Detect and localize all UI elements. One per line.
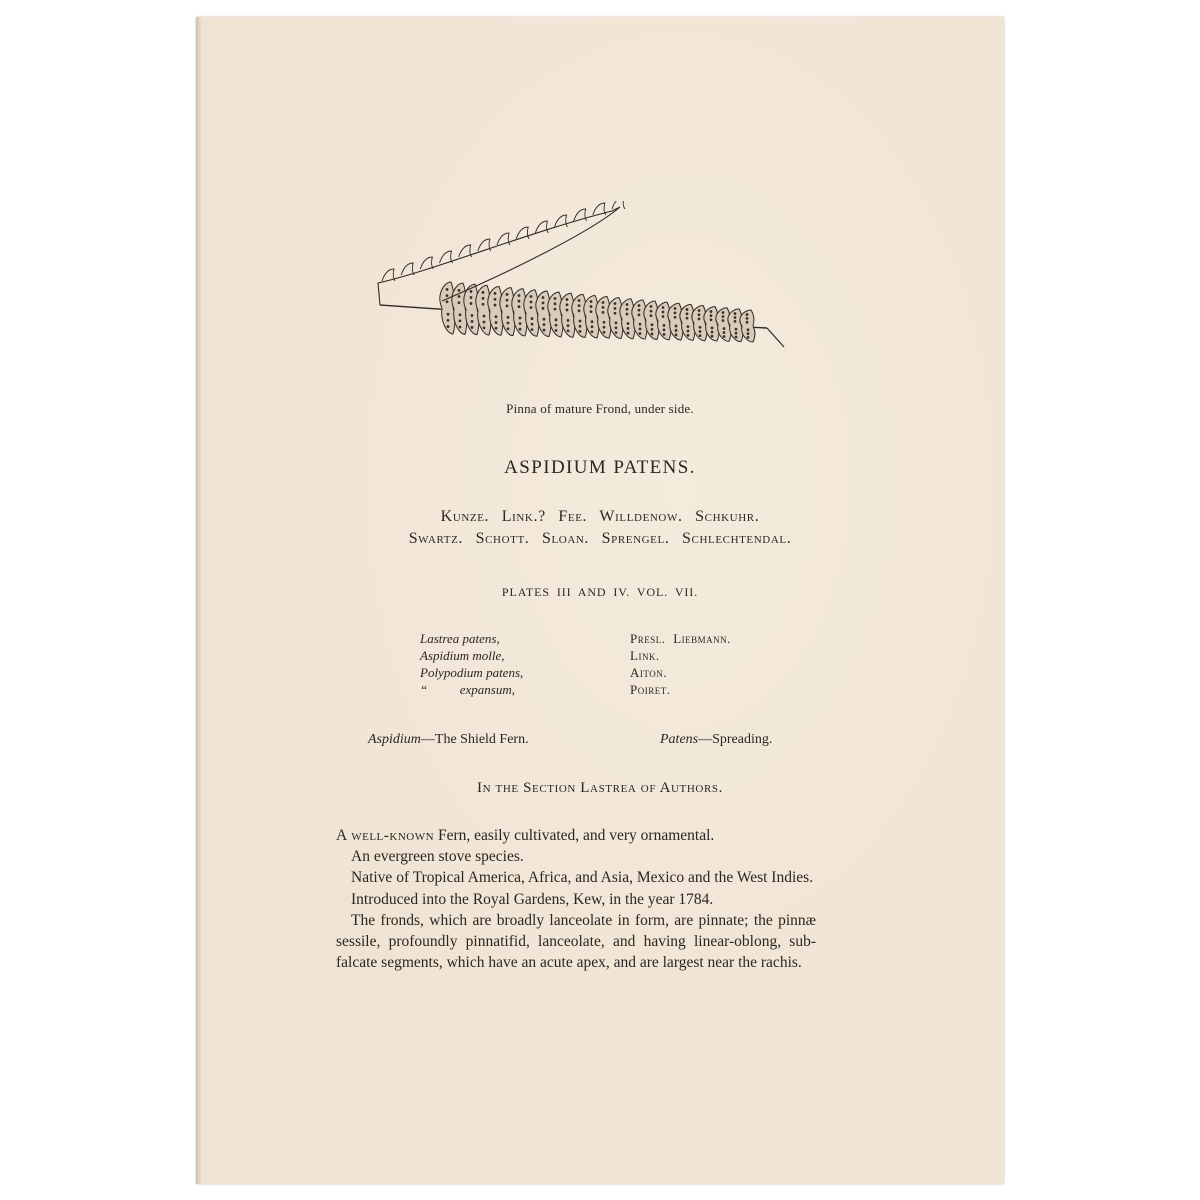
paragraph: Introduced into the Royal Gardens, Kew, in the year 1784. bbox=[351, 890, 714, 908]
section-heading: In the Section Lastrea of Authors. bbox=[477, 780, 723, 796]
paragraph: The fronds, which are broadly lanceolate in form, are pinnate; the pinnæ sessile, profoundly pinnatifid, lanceolate, and having linear-oblong, sub-falcate segments, which have an acute apex, and are largest near the rachis. bbox=[336, 911, 816, 972]
synonym-row bbox=[420, 682, 840, 699]
synonym-authority: Poiret. bbox=[630, 682, 671, 697]
synonym-authority: Link. bbox=[630, 648, 660, 663]
synonym-authority: Aiton. bbox=[630, 665, 667, 680]
genus-term: Aspidium bbox=[368, 732, 421, 747]
paragraph bbox=[336, 825, 816, 846]
page-title: ASPIDIUM PATENS. bbox=[504, 457, 696, 478]
species-meaning: —Spreading. bbox=[698, 732, 773, 747]
synonym-name: Aspidium molle, bbox=[420, 648, 505, 663]
synonym-name: Polypodium patens, bbox=[420, 665, 524, 680]
synonym-name: Lastrea patens, bbox=[420, 631, 500, 646]
book-page bbox=[196, 17, 1004, 1184]
species-etymology bbox=[660, 732, 772, 748]
paragraph: An evergreen stove species. bbox=[351, 848, 524, 866]
paragraph: Native of Tropical America, Africa, and Asia, Mexico and the West Indies. bbox=[351, 869, 814, 887]
synonym-name: “ expansum, bbox=[420, 682, 515, 697]
fern-pinna-illustration bbox=[372, 201, 792, 371]
paragraph-lead: A well-known bbox=[336, 827, 435, 844]
genus-etymology bbox=[368, 732, 529, 748]
authorities-line-1: Kunze. Link.? Fee. Willdenow. Schkuhr. bbox=[440, 508, 760, 525]
description-text bbox=[336, 825, 816, 973]
synonym-row bbox=[420, 648, 840, 665]
synonym-row bbox=[420, 665, 840, 682]
authorities-line-2: Swartz. Schott. Sloan. Sprengel. Schlechtendal. bbox=[408, 530, 792, 547]
genus-meaning: —The Shield Fern. bbox=[420, 732, 529, 747]
plates-reference: PLATES III AND IV. VOL. VII. bbox=[501, 585, 699, 599]
synonym-row bbox=[420, 631, 840, 648]
paragraph-rest: Fern, easily cultivated, and very ornamental. bbox=[434, 827, 715, 844]
synonym-authority: Presl. Liebmann. bbox=[630, 631, 731, 646]
species-term: Patens bbox=[660, 732, 699, 747]
synonyms-list bbox=[420, 631, 840, 699]
figure-caption: Pinna of mature Frond, under side. bbox=[506, 401, 694, 416]
